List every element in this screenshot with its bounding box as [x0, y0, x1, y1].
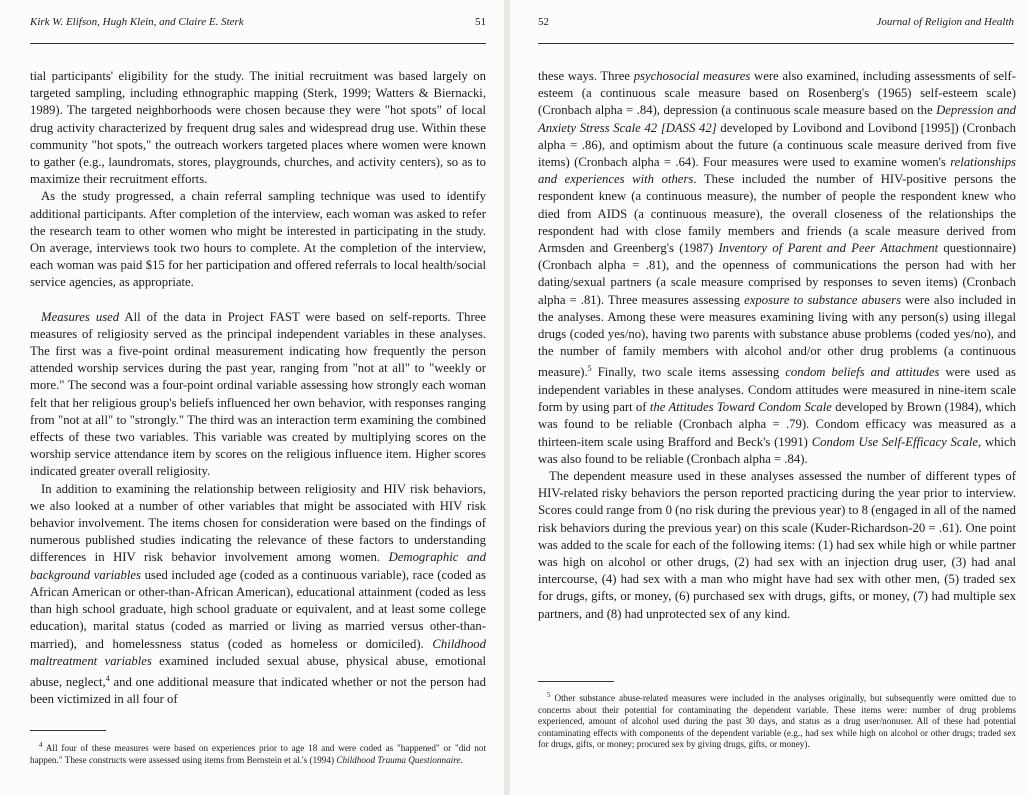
header-rule	[30, 43, 486, 44]
footnote: $^5$ Other substance abuse-related measures were included in the analyses originally, but subsequently were omitted due to concerns about their potential for contaminating the dependent variable. These items were: number of drug problems experienced, amount of alcohol used during the past 30 days, and status as a drug user/nonuser. All of these had potential contaminating effects with components of the dependent variable (e.g., had sex while high on alcohol or other drugs; traded sex for drugs, gifts, or money; procured sex by giving drugs, gifts, or money).	[538, 691, 1016, 750]
footnote-ref: 5	[587, 364, 592, 374]
footnote: $^4$ All four of these measures were based on experiences prior to age 18 and were coded as "happened" or "did not happen." These constructs were assessed using items from Bernstein et al.'s (1994) Childhood Trauma Questionnaire.	[30, 741, 486, 765]
footnote-ref: 4	[105, 673, 110, 683]
paragraph: tial participants' eligibility for the study. The initial recruitment was based largely on targeted sampling, including ethnographic mapping (Sterk, 1999; Watters & Biernacki, 1989). The targeted neighborhoods were chosen because they were "hot spots" of local drug activity characterized by frequent drug sales and widespread drug use. Within these community "hot spots," the outreach workers targeted places where women were known to gather (e.g., laundromats, stores, playgrounds, churches, and activity centers), so as to maximize their recruitment efforts.	[30, 69, 486, 187]
left-body-text	[30, 68, 486, 709]
paragraph: In addition to examining the relationship between religiosity and HIV risk behaviors, we also looked at a number of other variables that might be associated with HIV risk behavior involvement. The items chosen for consideration were based on the findings of numerous published studies indicating the relevance of these factors to understanding differences in HIV risk behavior involvement among women. Demographic and background variables used included age (coded as a continuous variable), race (coded as African American or other-than-African American), educational attainment (coded as less than high school graduate, high school graduate or equivalent, and at least some college education), marital status (coded as married or living as married versus other-than-married), and homelessness status (coded as homeless or domiciled). Childhood maltreatment variables examined included sexual abuse, physical abuse, emotional abuse, neglect,$^4$ and one additional measure that indicated whether or not the person had been victimized in all four of	[30, 481, 487, 707]
page-number: 51	[475, 16, 486, 28]
right-running-header	[538, 16, 1014, 28]
left-page	[0, 0, 504, 795]
page-number: 52	[538, 16, 549, 28]
right-page	[510, 0, 1029, 795]
right-body-text	[538, 68, 1016, 623]
section-heading: Measures used	[41, 309, 120, 324]
paragraph-measures: Measures used All of the data in Project FAST were based on self-reports. Three measures of religiosity served as the principal independent variables in these analyses. The first was a five-point ordinal measurement indicating how frequently the person attended worship services during the past year, ranging from "not at all" to "weekly or more." The second was a four-point ordinal variable assessing how strongly each woman felt that her religious group's beliefs influenced her own behavior, with responses ranging from "not at all" to "strongly." The third was an interaction term examining the combined effects of these two variables. This variable was created by multiplying scores on the worship service attendance item by scores on the religious influence item. Higher scores indicated greater overall religiosity.	[30, 309, 486, 479]
paragraph: these ways. Three psychosocial measures were also examined, including assessments of self-esteem (a continuous scale measure based on Rosenberg's (1965) self-esteem scale) (Cronbach alpha = .84), depression (a continuous scale measure based on the Depression and Anxiety Stress Scale 42 [DASS 42] developed by Lovibond and Lovibond [1995]) (Cronbach alpha = .86), and optimism about the future (a continuous scale measure derived from five items) (Cronbach alpha = .64). Four measures were used to examine women's relationships and experiences with others. These included the number of HIV-positive persons the respondent knew (a continuous measure), the number of people the respondent knew who died from AIDS (a continuous measure), the overall closeness of the relationships the respondent had with close family members and friends (a scale measure derived from Armsden and Greenberg's (1987) Inventory of Parent and Peer Attachment questionnaire) (Cronbach alpha = .81), and the openness of communications the person had with her dating/sexual partners (a scale measure comprised by responses to seven items) (Cronbach alpha = .81). Three measures assessing exposure to substance abusers were also included in the analyses. Among these were measures examining living with any person(s) using illegal drugs (coded yes/no), having two parents with substance abuse problems (coded yes/no), and the number of family members with alcohol and/or other drug problems (a continuous measure).$^5$ Finally, two scale items assessing condom beliefs and attitudes were used as independent variables in these analyses. Condom attitudes were measured in nine-item scale form by using part of the Attitudes Toward Condom Scale developed by Brown (1984), which was found to be reliable (Cronbach alpha = .79). Condom efficacy was measured as a thirteen-item scale using Brafford and Beck's (1991) Condom Use Self-Efficacy Scale, which was also found to be reliable (Cronbach alpha = .84).	[538, 69, 1017, 466]
footnote-rule	[30, 730, 106, 731]
footnote-rule	[538, 681, 614, 682]
paragraph: The dependent measure used in these analyses assessed the number of different types of HIV-related risky behaviors the person reported practicing during the year prior to interview. Scores could range from 0 (no risk during the previous year) to 8 (engaged in all of the named risk behaviors during the previous year) on this scale (Kuder-Richardson-20 = .61). One point was added to the scale for each of the following items: (1) had sex while high or while partner was high on alcohol or other drugs, (2) had sex with an injection drug user, (3) had anal intercourse, (4) had sex with a man who might have had sex with other men, (5) traded sex for drugs, gifts, or money, (6) purchased sex with drugs, gifts, or money, (7) had multiple sex partners, and (8) had unprotected sex of any kind.	[538, 468, 1016, 621]
header-journal: Journal of Religion and Health	[876, 16, 1014, 28]
paragraph: As the study progressed, a chain referral sampling technique was used to identify additional participants. After completion of the interview, each woman was asked to refer the research team to other women who might be interested in participating in the study. On average, interviews took two hours to complete. At the completion of the interview, each woman was paid $15 for her participation and offered referrals to local health/social service agencies, as appropriate.	[30, 189, 486, 290]
header-rule	[538, 43, 1014, 44]
left-running-header	[30, 16, 486, 28]
header-authors: Kirk W. Elifson, Hugh Klein, and Claire E. Sterk	[30, 16, 244, 28]
